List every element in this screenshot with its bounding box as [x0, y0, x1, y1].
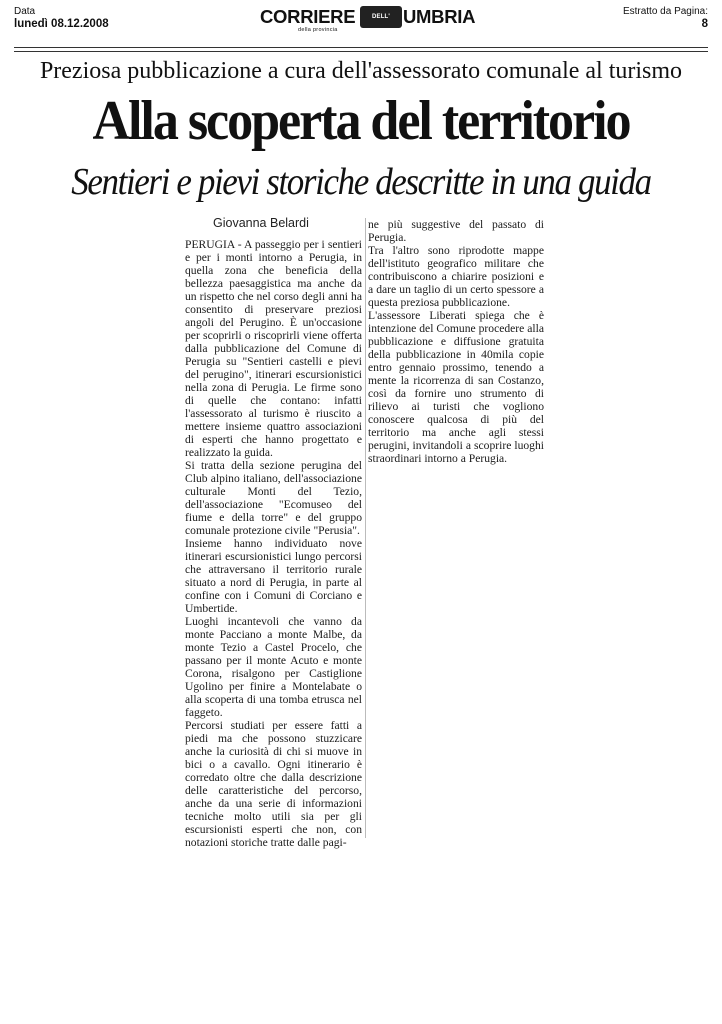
article-paragraph: ne più suggestive del passato di Perugia.: [368, 218, 544, 244]
page-number: 8: [701, 18, 708, 30]
article-paragraph: L'assessore Liberati spiega che è intenzione del Comune procedere alla pubblicazione e diffusione gratuita della pubblicazione in 40mila copie entro gennaio prossimo, tenendo a mente la ricorrenza di san Costanzo, così da fornire uno strumento di rilievo ai turisti che vogliono conoscere qualcosa di più del territorio ma anche agli stessi perugini, invitandoli a scoprire luoghi straordinari intorno a Perugia.: [368, 309, 544, 465]
logo-subtitle: della provincia: [298, 27, 338, 33]
article-paragraph: Percorsi studiati per essere fatti a piedi ma che possono stuzzicare anche la curiosità di chi si muove in bici o a cavallo. Ogni itinerario è corredato oltre che dalla descrizione delle caratteristiche del percorso, anche da una serie di informazioni tecniche molto utili sia per gli escursionisti esperti che non, con notazioni storiche tratte dalle pagi-: [185, 719, 362, 849]
article-paragraph: Luoghi incantevoli che vanno da monte Pacciano a monte Malbe, da monte Tezio a Castel Procelo, che passano per il monte Acuto e monte Corona, risalgono per Castiglione Ugolino per finire a Montelabate o alla scoperta di una tomba etrusca nel faggeto.: [185, 615, 362, 719]
article-column-1: [185, 238, 362, 849]
extract-label: Estratto da Pagina:: [622, 6, 708, 17]
logo-word-umbria: UMBRIA: [403, 6, 476, 27]
logo-word-corriere: CORRIERE: [260, 6, 356, 27]
header-rule-thin: [14, 51, 708, 52]
article-paragraph: Insieme hanno individuato nove itinerari escursionistici lungo percorsi che attraversano il territorio rurale situato a nord di Perugia, in parte al confine con i Comuni di Corciano e Umbertide.: [185, 537, 362, 615]
header-page: [623, 6, 708, 31]
header-date: [14, 6, 109, 31]
article-paragraph: PERUGIA - A passeggio per i sentieri e per i monti intorno a Perugia, in quella zona che beneficia della bellezza paesaggistica ma anche da un rispetto che nel corso degli anni ha consentito di preservare preziosi angoli del Perugino. È un'occasione per scoprirli o riscoprirli viene offerta dalla pubblicazione del Comune di Perugia su "Sentieri castelli e pievi del perugino", itinerari escursionistici nella zona di Perugia. Le firme sono di quelle che contano: infatti l'assessorato al turismo è riuscito a mettere insieme quattro associazioni di esperti che hanno progettato e realizzato la guida.: [185, 238, 362, 459]
logo-badge: [360, 6, 402, 28]
newspaper-logo: [256, 6, 476, 46]
date-label: Data: [14, 6, 36, 17]
article-author: Giovanna Belardi: [213, 216, 309, 230]
article-paragraph: Tra l'altro sono riprodotte mappe dell'istituto geografico militare che contribuiscono a chiarire posizioni e a dare un taglio di un certo spessore a questa preziosa pubblicazione.: [368, 244, 544, 309]
article-column-2: [368, 218, 544, 468]
header-rule: [14, 47, 708, 48]
column-divider: [365, 218, 366, 838]
logo-badge-text: DELL': [371, 14, 391, 20]
article-subtitle: Sentieri e pievi storiche descritte in una guida: [71, 161, 651, 203]
article-paragraph: Si tratta della sezione perugina del Club alpino italiano, dell'associazione culturale Monti del Tezio, dell'associazione "Ecomuseo del fiume e della torre" e del gruppo comunale protezione civile "Perusia".: [185, 459, 362, 537]
article-kicker: Preziosa pubblicazione a cura dell'assessorato comunale al turismo: [39, 58, 683, 84]
article-title: Alla scoperta del territorio: [92, 90, 630, 152]
date-value: lunedì 08.12.2008: [14, 18, 109, 30]
